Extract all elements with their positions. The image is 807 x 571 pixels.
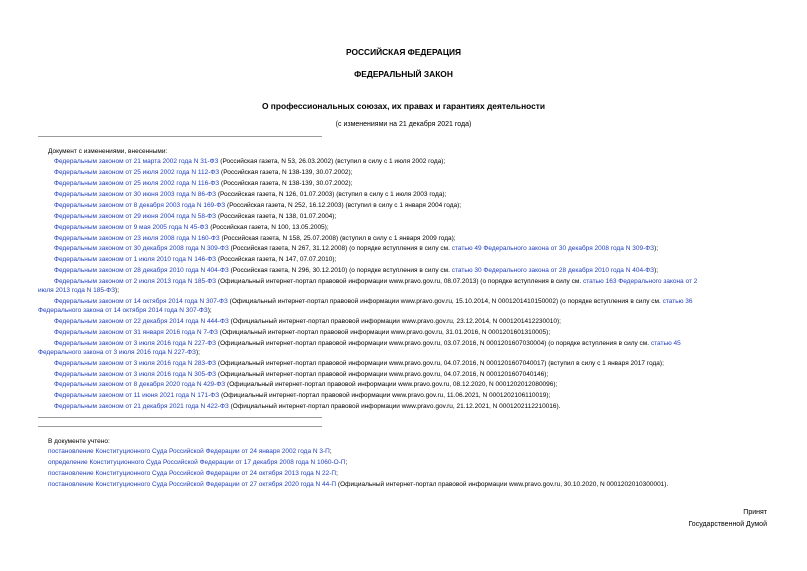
amendment-item: Федеральным законом от 9 мая 2005 года N 45-ФЗ (Российская газета, N 100, 13.05.2005); [54, 224, 329, 231]
divider [38, 426, 322, 427]
amendment-item: Федеральным законом от 28 декабря 2010 года N 404-ФЗ (Российская газета, N 296, 30.12.2010) (о порядке вступления в силу см. статью 30 Федерального закона от 28 декабря 2010 года N 404-ФЗ); [54, 267, 659, 274]
amendment-link[interactable]: Федеральным законом от 31 января 2016 года N 7-ФЗ [54, 329, 218, 336]
amendment-item: Федеральным законом от 1 июля 2010 года N 146-ФЗ (Российская газета, N 147, 07.07.2010); [54, 256, 337, 263]
amendment-item: Федеральным законом от 25 июля 2002 года N 112-ФЗ (Российская газета, N 138-139, 30.07.2002); [54, 169, 353, 176]
law-type-heading: ФЕДЕРАЛЬНЫЙ ЗАКОН [354, 69, 453, 79]
amendment-link[interactable]: Федеральным законом от 9 мая 2005 года N 45-ФЗ [54, 224, 209, 231]
court-decision-link[interactable]: постановление Конституционного Суда Российской Федерации от 24 октября 2013 года N 22-П [48, 470, 337, 477]
court-decision-link[interactable]: постановление Конституционного Суда Российской Федерации от 24 января 2002 года N 3-П [48, 448, 330, 455]
document-title: О профессиональных союзах, их правах и гарантиях деятельности [261, 101, 546, 111]
amendment-item-continuation: июля 2013 года N 185-ФЗ); [38, 287, 120, 294]
effective-date-link[interactable]: статью 30 Федерального закона от 28 декабря 2010 года N 404-ФЗ [451, 267, 655, 274]
amendment-link[interactable]: Федеральным законом от 2 июля 2013 года N 185-ФЗ [54, 278, 217, 285]
accounted-item: постановление Конституционного Суда Российской Федерации от 24 октября 2013 года N 22-П; [48, 470, 338, 477]
effective-date-link-continuation[interactable]: июля 2013 года N 185-ФЗ [38, 287, 116, 294]
amendment-item-continuation: Федерального закона от 3 июля 2016 года N 227-ФЗ); [38, 349, 200, 356]
amendment-item: Федеральным законом от 11 июня 2021 года N 171-ФЗ (Официальный интернет-портал правовой информации www.pravo.gov.ru, 11.06.2021, N 0001202106110019); [54, 392, 551, 399]
amendment-item: Федеральным законом от 30 декабря 2008 года N 309-ФЗ (Российская газета, N 267, 31.12.2008) (о порядке вступления в силу см. статью 49 Федерального закона от 30 декабря 2008 года N 309-ФЗ); [54, 245, 659, 252]
divider [38, 417, 322, 418]
amendment-link[interactable]: Федеральным законом от 3 июля 2016 года N 305-ФЗ [54, 371, 217, 378]
amendment-link[interactable]: Федеральным законом от 30 июня 2003 года N 86-ФЗ [54, 191, 217, 198]
amendment-item: Федеральным законом от 21 марта 2002 года N 31-ФЗ (Российская газета, N 53, 26.03.2002) (вступил в силу с 1 июля 2002 года); [54, 158, 446, 165]
amendment-link[interactable]: Федеральным законом от 3 июля 2016 года N 283-ФЗ [54, 360, 217, 367]
effective-date-link[interactable]: статью 163 Федерального закона от 2 [582, 278, 698, 285]
amendment-item-continuation: Федерального закона от 14 октября 2014 года N 307-ФЗ); [38, 307, 212, 314]
amendment-item: Федеральным законом от 23 июля 2008 года N 160-ФЗ (Российская газета, N 158, 25.07.2008) (вступил в силу с 1 января 2009 года); [54, 235, 456, 242]
accounted-intro: В документе учтено: [48, 438, 110, 445]
amendment-link[interactable]: Федеральным законом от 25 июля 2002 года N 112-ФЗ [54, 169, 220, 176]
amendment-link[interactable]: Федеральным законом от 8 декабря 2003 года N 169-ФЗ [54, 202, 226, 209]
amendment-link[interactable]: Федеральным законом от 3 июля 2016 года N 227-ФЗ [54, 340, 217, 347]
accounted-item: определение Конституционного Суда Российской Федерации от 17 декабря 2008 года N 1060-О-П; [48, 459, 348, 466]
amendment-item: Федеральным законом от 8 декабря 2020 года N 429-ФЗ (Официальный интернет-портал правовой информации www.pravo.gov.ru, 08.12.2020, N 0001202012080096); [54, 381, 558, 388]
amendment-link[interactable]: Федеральным законом от 28 декабря 2010 года N 404-ФЗ [54, 267, 229, 274]
amendment-item: Федеральным законом от 3 июля 2016 года N 305-ФЗ (Официальный интернет-портал правовой информации www.pravo.gov.ru, 04.07.2016, N 0001201607040146); [54, 371, 549, 378]
amendment-link[interactable]: Федеральным законом от 21 марта 2002 года N 31-ФЗ [54, 158, 219, 165]
amendment-item: Федеральным законом от 8 декабря 2003 года N 169-ФЗ (Российская газета, N 252, 16.12.2003) (вступил в силу с 1 января 2004 года); [54, 202, 462, 209]
amendment-item: Федеральным законом от 29 июня 2004 года N 58-ФЗ (Российская газета, N 138, 01.07.2004); [54, 213, 337, 220]
effective-date-link[interactable]: статью 45 [650, 340, 681, 347]
amendment-item: Федеральным законом от 31 января 2016 года N 7-ФЗ (Официальный интернет-портал правовой информации www.pravo.gov.ru, 31.01.2016, N 0001201601310005); [54, 329, 551, 336]
amendment-item: Федеральным законом от 14 октября 2014 года N 307-ФЗ (Официальный интернет-портал правовой информации www.pravo.gov.ru, 15.10.2014, N 0001201410150002) (о порядке вступления в силу см. статью 36 [54, 298, 693, 305]
accounted-item: постановление Конституционного Суда Российской Федерации от 27 октября 2020 года N 44-П (Официальный интернет-портал правовой информации www.pravo.gov.ru, 30.10.2020, N 0001202010300001). [48, 481, 669, 488]
adopted-by-label: Государственной Думой [688, 521, 767, 528]
amendment-link[interactable]: Федеральным законом от 1 июля 2010 года N 146-ФЗ [54, 256, 217, 263]
court-decision-link[interactable]: определение Конституционного Суда Российской Федерации от 17 декабря 2008 года N 1060-О-П [48, 459, 346, 466]
amendment-link[interactable]: Федеральным законом от 23 июля 2008 года N 160-ФЗ [54, 235, 220, 242]
effective-date-link-continuation[interactable]: Федерального закона от 14 октября 2014 года N 307-ФЗ [38, 307, 208, 314]
court-decision-link[interactable]: постановление Конституционного Суда Российской Федерации от 27 октября 2020 года N 44-П [48, 481, 337, 488]
adopted-label: Принят [743, 509, 767, 516]
amendment-link[interactable]: Федеральным законом от 8 декабря 2020 года N 429-ФЗ [54, 381, 226, 388]
amendment-link[interactable]: Федеральным законом от 30 декабря 2008 года N 309-ФЗ [54, 245, 229, 252]
effective-date-link[interactable]: статью 49 Федерального закона от 30 декабря 2008 года N 309-ФЗ [451, 245, 655, 252]
amendments-intro: Документ с изменениями, внесенными: [48, 148, 168, 155]
country-heading: РОССИЙСКАЯ ФЕДЕРАЦИЯ [345, 47, 462, 57]
amendment-link[interactable]: Федеральным законом от 11 июня 2021 года N 171-ФЗ [54, 392, 220, 399]
amendment-item: Федеральным законом от 2 июля 2013 года N 185-ФЗ (Официальный интернет-портал правовой информации www.pravo.gov.ru, 08.07.2013) (о порядке вступления в силу см. статью 163 Федерального закона от 2 [54, 278, 698, 285]
effective-date-link[interactable]: статью 36 [662, 298, 693, 305]
amendment-item: Федеральным законом от 3 июля 2016 года N 227-ФЗ (Официальный интернет-портал правовой информации www.pravo.gov.ru, 03.07.2016, N 0001201607030004) (о порядке вступления в силу см. статью 45 [54, 340, 681, 347]
amendment-link[interactable]: Федеральным законом от 29 июня 2004 года N 58-ФЗ [54, 213, 217, 220]
amendment-item: Федеральным законом от 25 июля 2002 года N 116-ФЗ (Российская газета, N 138-139, 30.07.2002); [54, 180, 353, 187]
accounted-item: постановление Конституционного Суда Российской Федерации от 24 января 2002 года N 3-П; [48, 448, 332, 455]
amendment-link[interactable]: Федеральным законом от 21 декабря 2021 года N 422-ФЗ [54, 403, 229, 410]
amendment-link[interactable]: Федеральным законом от 25 июля 2002 года N 116-ФЗ [54, 180, 220, 187]
amendment-item: Федеральным законом от 22 декабря 2014 года N 444-ФЗ (Официальный интернет-портал правовой информации www.pravo.gov.ru, 23.12.2014, N 0001201412230010); [54, 318, 561, 325]
divider [38, 136, 322, 137]
effective-date-link-continuation[interactable]: Федерального закона от 3 июля 2016 года N 227-ФЗ [38, 349, 196, 356]
document-subtitle: (с изменениями на 21 декабря 2021 года) [335, 121, 472, 128]
amendment-item: Федеральным законом от 30 июня 2003 года N 86-ФЗ (Российская газета, N 126, 01.07.2003) (вступил в силу с 1 июля 2003 года); [54, 191, 447, 198]
amendment-link[interactable]: Федеральным законом от 14 октября 2014 года N 307-ФЗ [54, 298, 228, 305]
amendment-item: Федеральным законом от 21 декабря 2021 года N 422-ФЗ (Официальный интернет-портал правовой информации www.pravo.gov.ru, 21.12.2021, N 0001202112210016). [54, 403, 561, 410]
amendment-link[interactable]: Федеральным законом от 22 декабря 2014 года N 444-ФЗ [54, 318, 229, 325]
amendment-item: Федеральным законом от 3 июля 2016 года N 283-ФЗ (Официальный интернет-портал правовой информации www.pravo.gov.ru, 04.07.2016, N 0001201607040017) (вступил в силу с 1 января 2017 года); [54, 360, 664, 367]
